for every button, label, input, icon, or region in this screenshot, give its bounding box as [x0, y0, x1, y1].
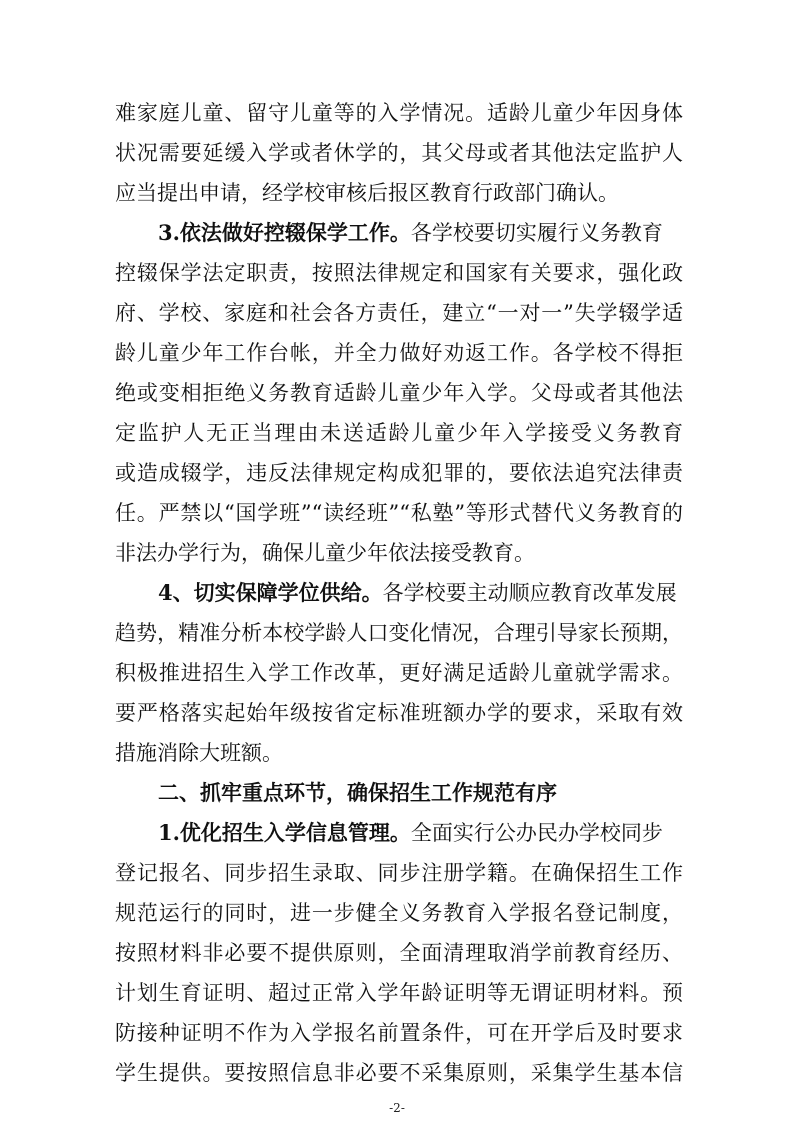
- subsection-heading-1: 1.优化招生入学信息管理。: [158, 820, 411, 845]
- paragraph-line: 控辍保学法定职责，按照法律规定和国家有关要求，强化政: [115, 261, 683, 285]
- paragraph-line: 按照材料非必要不提供原则，全面清理取消学前教育经历、: [115, 941, 683, 965]
- paragraph-line: 非法办学行为，确保儿童少年依法接受教育。: [115, 541, 535, 565]
- paragraph-line: 龄儿童少年工作台帐，并全力做好劝返工作。各学校不得拒: [115, 341, 683, 365]
- paragraph-line: 防接种证明不作为入学报名前置条件，可在开学后及时要求: [115, 1021, 683, 1045]
- paragraph-line: 计划生育证明、超过正常入学年龄证明等无谓证明材料。预: [115, 981, 683, 1005]
- paragraph-line: 难家庭儿童、留守儿童等的入学情况。适龄儿童少年因身体: [115, 101, 683, 125]
- paragraph-4-first-line: [158, 576, 683, 610]
- paragraph-line: 任。严禁以“国学班”“读经班”“私塾”等形式替代义务教育的: [115, 501, 683, 525]
- paragraph-text: 各学校要切实履行义务教育: [410, 221, 663, 245]
- paragraph-line: 趋势，精准分析本校学龄人口变化情况，合理引导家长预期，: [115, 621, 683, 645]
- page-number: -2-: [389, 1101, 405, 1115]
- paragraph-line: 学生提供。要按照信息非必要不采集原则，采集学生基本信: [115, 1061, 683, 1085]
- paragraph-line: 登记报名、同步招生录取、同步注册学籍。在确保招生工作: [115, 861, 683, 885]
- paragraph-3-first-line: [158, 216, 683, 250]
- paragraph-1-first-line: [158, 816, 683, 850]
- section-heading-2: 二、抓牢重点环节，确保招生工作规范有序: [158, 780, 557, 805]
- paragraph-line: 定监护人无正当理由未送适龄儿童少年入学接受义务教育: [115, 421, 683, 445]
- paragraph-line: 积极推进招生入学工作改革，更好满足适龄儿童就学需求。: [115, 661, 683, 685]
- paragraph-line: 状况需要延缓入学或者休学的，其父母或者其他法定监护人: [115, 141, 683, 165]
- paragraph-line: 府、学校、家庭和社会各方责任，建立“一对一”失学辍学适: [115, 301, 683, 325]
- paragraph-line: 要严格落实起始年级按省定标准班额办学的要求，采取有效: [115, 701, 683, 725]
- paragraph-line: 措施消除大班额。: [115, 741, 283, 765]
- paragraph-text: 全面实行公办民办学校同步: [410, 821, 663, 845]
- paragraph-line: 应当提出申请，经学校审核后报区教育行政部门确认。: [115, 181, 619, 205]
- section-heading-3: 3.依法做好控辍保学工作。: [158, 220, 411, 245]
- paragraph-line: 绝或变相拒绝义务教育适龄儿童少年入学。父母或者其他法: [115, 381, 683, 405]
- section-heading-4: 4、切实保障学位供给。: [158, 580, 383, 605]
- paragraph-line: 规范运行的同时，进一步健全义务教育入学报名登记制度，: [115, 901, 683, 925]
- paragraph-line: 或造成辍学，违反法律规定构成犯罪的，要依法追究法律责: [115, 461, 683, 485]
- paragraph-text: 各学校要主动顺应教育改革发展: [382, 581, 677, 605]
